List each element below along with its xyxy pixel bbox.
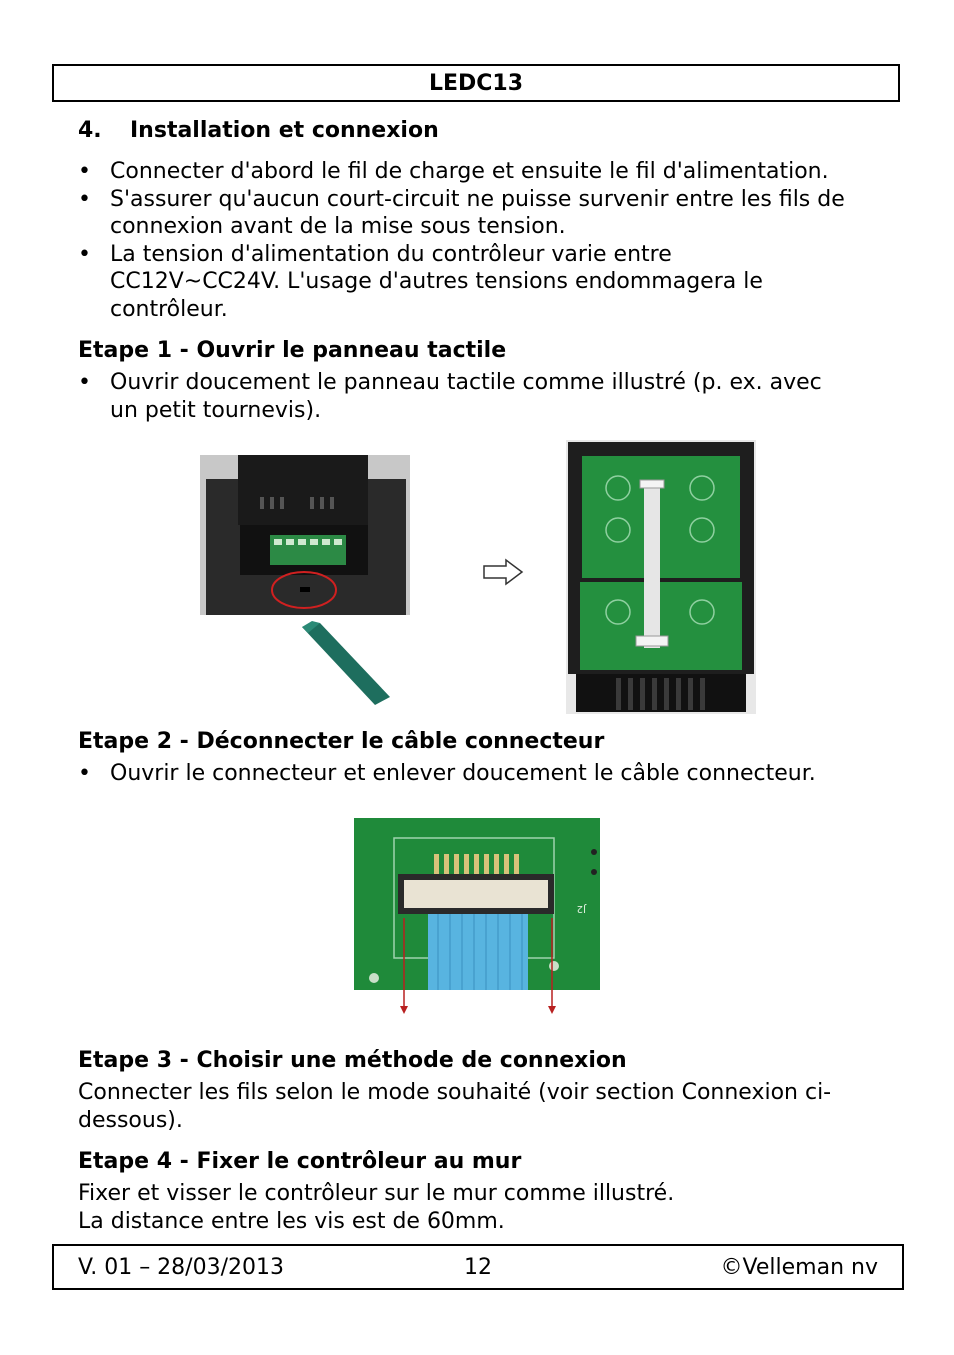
step3-text-line: dessous). xyxy=(78,1108,183,1133)
step1-title: Etape 1 - Ouvrir le panneau tactile xyxy=(78,338,507,363)
step3-title: Etape 3 - Choisir une méthode de connexion xyxy=(78,1048,627,1073)
silkscreen-label: J2 xyxy=(576,903,586,914)
controller-opening-photo xyxy=(200,455,415,707)
bullet-marker: • xyxy=(78,242,91,267)
bullet-text-line: S'assurer qu'aucun court-circuit ne puisse survenir entre les fils de xyxy=(110,187,845,212)
arrow-right-icon xyxy=(482,558,524,586)
bullet-text-line: CC12V~CC24V. L'usage d'autres tensions endommagera le xyxy=(110,269,763,294)
product-code: LEDC13 xyxy=(428,70,524,96)
opened-panel-photo xyxy=(566,440,758,714)
bullet-marker: • xyxy=(78,370,91,395)
bullet-text-line: Ouvrir doucement le panneau tactile comme illustré (p. ex. avec xyxy=(110,370,822,395)
bullet-marker: • xyxy=(78,187,91,212)
bullet-text-line: connexion avant de la mise sous tension. xyxy=(110,214,566,239)
step3-text-line: Connecter les fils selon le mode souhaité (voir section Connexion ci- xyxy=(78,1080,832,1105)
step2-title: Etape 2 - Déconnecter le câble connecteur xyxy=(78,729,605,754)
bullet-marker: • xyxy=(78,761,91,786)
bullet-text-line: contrôleur. xyxy=(110,297,228,322)
bullet-text-line: La tension d'alimentation du contrôleur varie entre xyxy=(110,242,672,267)
bullet-text-line: un petit tournevis). xyxy=(110,398,322,423)
bullet-marker: • xyxy=(78,159,91,184)
bullet-text-line: Connecter d'abord le fil de charge et ensuite le fil d'alimentation. xyxy=(110,159,829,184)
copyright: ©Velleman nv xyxy=(720,1255,878,1280)
connector-closeup-photo xyxy=(354,818,602,1016)
step4-text-line: La distance entre les vis est de 60mm. xyxy=(78,1209,505,1234)
document-footer xyxy=(52,1244,904,1290)
section-number: 4. xyxy=(78,118,102,143)
step4-text-line: Fixer et visser le contrôleur sur le mur comme illustré. xyxy=(78,1181,675,1206)
step4-title: Etape 4 - Fixer le contrôleur au mur xyxy=(78,1149,522,1174)
section-title: Installation et connexion xyxy=(130,118,439,143)
page-number: 12 xyxy=(464,1255,492,1280)
version-date: V. 01 – 28/03/2013 xyxy=(78,1255,284,1280)
bullet-text-line: Ouvrir le connecteur et enlever doucement le câble connecteur. xyxy=(110,761,816,786)
document-header xyxy=(52,64,900,102)
